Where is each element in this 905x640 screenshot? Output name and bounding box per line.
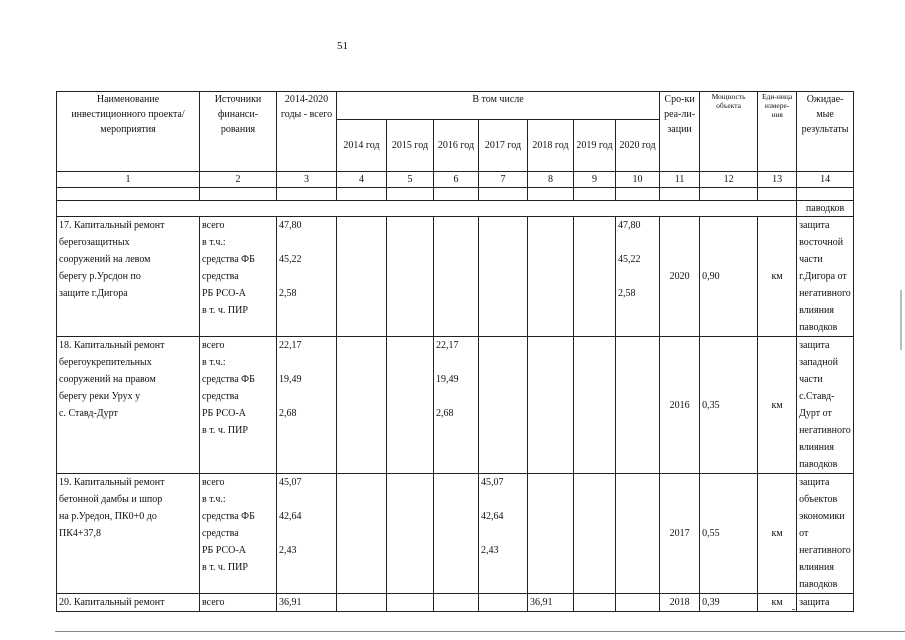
column-number: 10 xyxy=(616,172,660,188)
total-value-line: 47,80 xyxy=(279,220,302,231)
blank-cell xyxy=(337,188,387,201)
expected-result-line: западной xyxy=(799,357,838,368)
column-number: 7 xyxy=(479,172,528,188)
project-term: 2020 xyxy=(660,217,700,337)
expected-result-line: части xyxy=(799,374,823,385)
year-value-empty xyxy=(337,594,387,612)
year-value-empty xyxy=(574,474,616,594)
column-number: 8 xyxy=(528,172,574,188)
total-value-line xyxy=(279,525,334,542)
year-value-empty xyxy=(337,474,387,594)
year-value-empty xyxy=(574,217,616,337)
total-value-line: 22,17 xyxy=(279,340,302,351)
funding-source-line: в т.ч.: xyxy=(202,494,226,505)
blank-cell xyxy=(200,188,277,201)
expected-result-line: с.Ставд- xyxy=(799,391,835,402)
blank-cell xyxy=(434,188,479,201)
funding-source-line: средства xyxy=(202,391,239,402)
header-year: 2019 год xyxy=(574,120,616,172)
funding-source-line: средства ФБ xyxy=(202,374,255,385)
year-value-empty xyxy=(387,217,434,337)
year-value-line: 22,17 xyxy=(436,340,459,351)
funding-source-line: в т.ч.: xyxy=(202,237,226,248)
project-name-line: сооружений на правом xyxy=(59,374,156,385)
project-name-line: 18. Капитальный ремонт xyxy=(59,340,165,351)
year-value-empty xyxy=(479,337,528,474)
year-value-empty xyxy=(337,337,387,474)
project-term: 2017 xyxy=(660,474,700,594)
header-result: Ожидае-мые результаты xyxy=(797,92,854,172)
project-row xyxy=(57,337,854,474)
column-number: 11 xyxy=(660,172,700,188)
project-row xyxy=(57,594,854,612)
header-year: 2015 год xyxy=(387,120,434,172)
funding-source-line: всего xyxy=(202,477,225,488)
blank-cell xyxy=(660,188,700,201)
expected-result-line: восточной xyxy=(799,237,844,248)
expected-result-line: негативного xyxy=(799,425,851,436)
project-name-line: ПК4+37,8 xyxy=(59,528,102,539)
total-value-line: 42,64 xyxy=(279,511,302,522)
funding-source-line: РБ РСО-А xyxy=(202,288,246,299)
expected-result-line: объектов xyxy=(799,494,838,505)
year-value-line xyxy=(436,388,476,405)
expected-result xyxy=(797,594,854,612)
scan-edge-mark xyxy=(900,290,902,350)
expected-result xyxy=(797,337,854,474)
total-value-line: 45,07 xyxy=(279,477,302,488)
funding-source-line: средства xyxy=(202,271,239,282)
year-value-line xyxy=(618,268,657,285)
year-value-line: 45,22 xyxy=(618,254,641,265)
expected-result-line: части xyxy=(799,254,823,265)
column-number: 6 xyxy=(434,172,479,188)
project-name xyxy=(57,337,200,474)
project-name xyxy=(57,217,200,337)
total-value-line: 2,58 xyxy=(279,288,297,299)
year-value-line: 2,58 xyxy=(618,288,636,299)
funding-source-line: в т. ч. ПИР xyxy=(202,562,248,573)
year-value-line xyxy=(481,525,525,542)
funding-source-line: всего xyxy=(202,597,225,608)
project-name-line: на р.Уредон, ПК0+0 до xyxy=(59,511,157,522)
expected-result-line: защита xyxy=(799,477,830,488)
funding-source-line: РБ РСО-А xyxy=(202,545,246,556)
header-total: 2014-2020 годы - всего xyxy=(277,92,337,172)
year-value-line xyxy=(436,354,476,371)
expected-result-line: влияния xyxy=(799,305,834,316)
project-row xyxy=(57,474,854,594)
year-value-empty xyxy=(434,474,479,594)
project-name-line: защите г.Дигора xyxy=(59,288,128,299)
header-terms: Сро-ки реа-ли-зации xyxy=(660,92,700,172)
expected-result-line: г.Дигора от xyxy=(799,271,847,282)
project-capacity: 0,35 xyxy=(700,337,758,474)
year-value-empty xyxy=(434,217,479,337)
project-unit: км xyxy=(758,594,797,612)
year-value-empty xyxy=(616,594,660,612)
project-capacity: 0,39 xyxy=(700,594,758,612)
page-bottom-line xyxy=(55,631,905,632)
funding-source-line: всего xyxy=(202,220,225,231)
project-capacity: 0,90 xyxy=(700,217,758,337)
total-value xyxy=(277,594,337,612)
expected-result-line: от xyxy=(799,528,809,539)
total-value-line: 2,43 xyxy=(279,545,297,556)
year-value-line: 2,43 xyxy=(481,545,499,556)
project-name-line: берегу реки Урух у xyxy=(59,391,141,402)
year-value-line: 47,80 xyxy=(618,220,641,231)
project-name-line: 17. Капитальный ремонт xyxy=(59,220,165,231)
expected-result-line: влияния xyxy=(799,442,834,453)
header-year: 2016 год xyxy=(434,120,479,172)
project-capacity: 0,55 xyxy=(700,474,758,594)
year-value-line: 36,91 xyxy=(530,597,553,608)
year-value-line xyxy=(481,491,525,508)
year-value-empty xyxy=(528,337,574,474)
blank-cell xyxy=(479,188,528,201)
expected-result-line: негативного xyxy=(799,545,851,556)
year-value-empty xyxy=(434,594,479,612)
total-value-line: 2,68 xyxy=(279,408,297,419)
column-number: 5 xyxy=(387,172,434,188)
funding-source-line: в т. ч. ПИР xyxy=(202,305,248,316)
header-year: 2014 год xyxy=(337,120,387,172)
column-number: 12 xyxy=(700,172,758,188)
carryover-result: паводков xyxy=(797,201,854,217)
total-value-line: 36,91 xyxy=(279,597,302,608)
expected-result xyxy=(797,474,854,594)
expected-result-line: Дурт от xyxy=(799,408,832,419)
total-value xyxy=(277,337,337,474)
project-row xyxy=(57,217,854,337)
project-name xyxy=(57,594,200,612)
total-value-line xyxy=(279,234,334,251)
header-incl: В том числе xyxy=(337,92,660,120)
project-name-line: берегозащитных xyxy=(59,237,130,248)
expected-result-line: влияния xyxy=(799,562,834,573)
funding-source-line: в т.ч.: xyxy=(202,357,226,368)
total-value-line xyxy=(279,268,334,285)
expected-result-line: паводков xyxy=(799,459,838,470)
expected-result-line: паводков xyxy=(799,579,838,590)
total-value-line: 19,49 xyxy=(279,374,302,385)
column-number: 14 xyxy=(797,172,854,188)
column-number: 2 xyxy=(200,172,277,188)
year-value-empty xyxy=(528,474,574,594)
header-year: 2017 год xyxy=(479,120,528,172)
total-value xyxy=(277,217,337,337)
blank-cell xyxy=(277,188,337,201)
column-number: 13 xyxy=(758,172,797,188)
year-value-empty xyxy=(387,594,434,612)
year-value-line: 19,49 xyxy=(436,374,459,385)
project-term: 2018 xyxy=(660,594,700,612)
funding-source-line: РБ РСО-А xyxy=(202,408,246,419)
column-number: 3 xyxy=(277,172,337,188)
project-name xyxy=(57,474,200,594)
funding-source xyxy=(200,217,277,337)
scan-dot xyxy=(792,609,795,610)
funding-source-line: в т. ч. ПИР xyxy=(202,425,248,436)
total-value-line xyxy=(279,354,334,371)
column-number: 1 xyxy=(57,172,200,188)
year-value-empty xyxy=(616,337,660,474)
blank-cell xyxy=(700,188,758,201)
investment-table xyxy=(56,91,853,612)
year-value-line xyxy=(618,234,657,251)
blank-cell xyxy=(387,188,434,201)
project-name-line: 19. Капитальный ремонт xyxy=(59,477,165,488)
project-name-line: бетонной дамбы и шпор xyxy=(59,494,163,505)
year-value-line: 45,07 xyxy=(481,477,504,488)
header-name: Наименование инвестиционного проекта/мероприятия xyxy=(57,92,200,172)
project-name-line: с. Ставд-Дурт xyxy=(59,408,118,419)
blank-cell xyxy=(528,188,574,201)
blank-cell xyxy=(758,188,797,201)
expected-result-line: защита xyxy=(799,597,830,608)
project-unit: км xyxy=(758,337,797,474)
year-value-empty xyxy=(574,337,616,474)
year-value-empty xyxy=(616,474,660,594)
expected-result-line: защита xyxy=(799,340,830,351)
total-value-line xyxy=(279,388,334,405)
year-value-empty xyxy=(387,337,434,474)
header-year: 2020 год xyxy=(616,120,660,172)
header-sources: Источники финанси-рования xyxy=(200,92,277,172)
blank-cell xyxy=(616,188,660,201)
year-value xyxy=(616,217,660,337)
year-value-empty xyxy=(337,217,387,337)
funding-source xyxy=(200,337,277,474)
funding-source xyxy=(200,594,277,612)
project-term: 2016 xyxy=(660,337,700,474)
blank-cell xyxy=(574,188,616,201)
expected-result-line: экономики xyxy=(799,511,845,522)
year-value-empty xyxy=(479,594,528,612)
project-unit: км xyxy=(758,474,797,594)
project-unit: км xyxy=(758,217,797,337)
year-value-empty xyxy=(387,474,434,594)
funding-source xyxy=(200,474,277,594)
page-number: 51 xyxy=(337,40,348,52)
funding-source-line: средства ФБ xyxy=(202,254,255,265)
funding-source-line: средства ФБ xyxy=(202,511,255,522)
project-name-line: сооружений на левом xyxy=(59,254,151,265)
column-number: 4 xyxy=(337,172,387,188)
expected-result-line: защита xyxy=(799,220,830,231)
expected-result-line: негативного xyxy=(799,288,851,299)
year-value xyxy=(479,474,528,594)
expected-result-line: паводков xyxy=(799,322,838,333)
total-value-line xyxy=(279,491,334,508)
blank-cell xyxy=(57,188,200,201)
header-capacity: Мощность объекта xyxy=(700,92,758,172)
funding-source-line: всего xyxy=(202,340,225,351)
column-number: 9 xyxy=(574,172,616,188)
total-value xyxy=(277,474,337,594)
header-year: 2018 год xyxy=(528,120,574,172)
year-value xyxy=(434,337,479,474)
year-value xyxy=(528,594,574,612)
year-value-line: 2,68 xyxy=(436,408,454,419)
project-name-line: берегу р.Урсдон по xyxy=(59,271,141,282)
funding-source-line: средства xyxy=(202,528,239,539)
header-unit: Еди-ница измере-ния xyxy=(758,92,797,172)
year-value-line: 42,64 xyxy=(481,511,504,522)
project-name-line: берегоукрепительных xyxy=(59,357,152,368)
project-name-line: 20. Капитальный ремонт xyxy=(59,597,165,608)
year-value-empty xyxy=(574,594,616,612)
year-value-empty xyxy=(479,217,528,337)
blank-cell xyxy=(797,188,854,201)
year-value-empty xyxy=(528,217,574,337)
total-value-line: 45,22 xyxy=(279,254,302,265)
expected-result xyxy=(797,217,854,337)
